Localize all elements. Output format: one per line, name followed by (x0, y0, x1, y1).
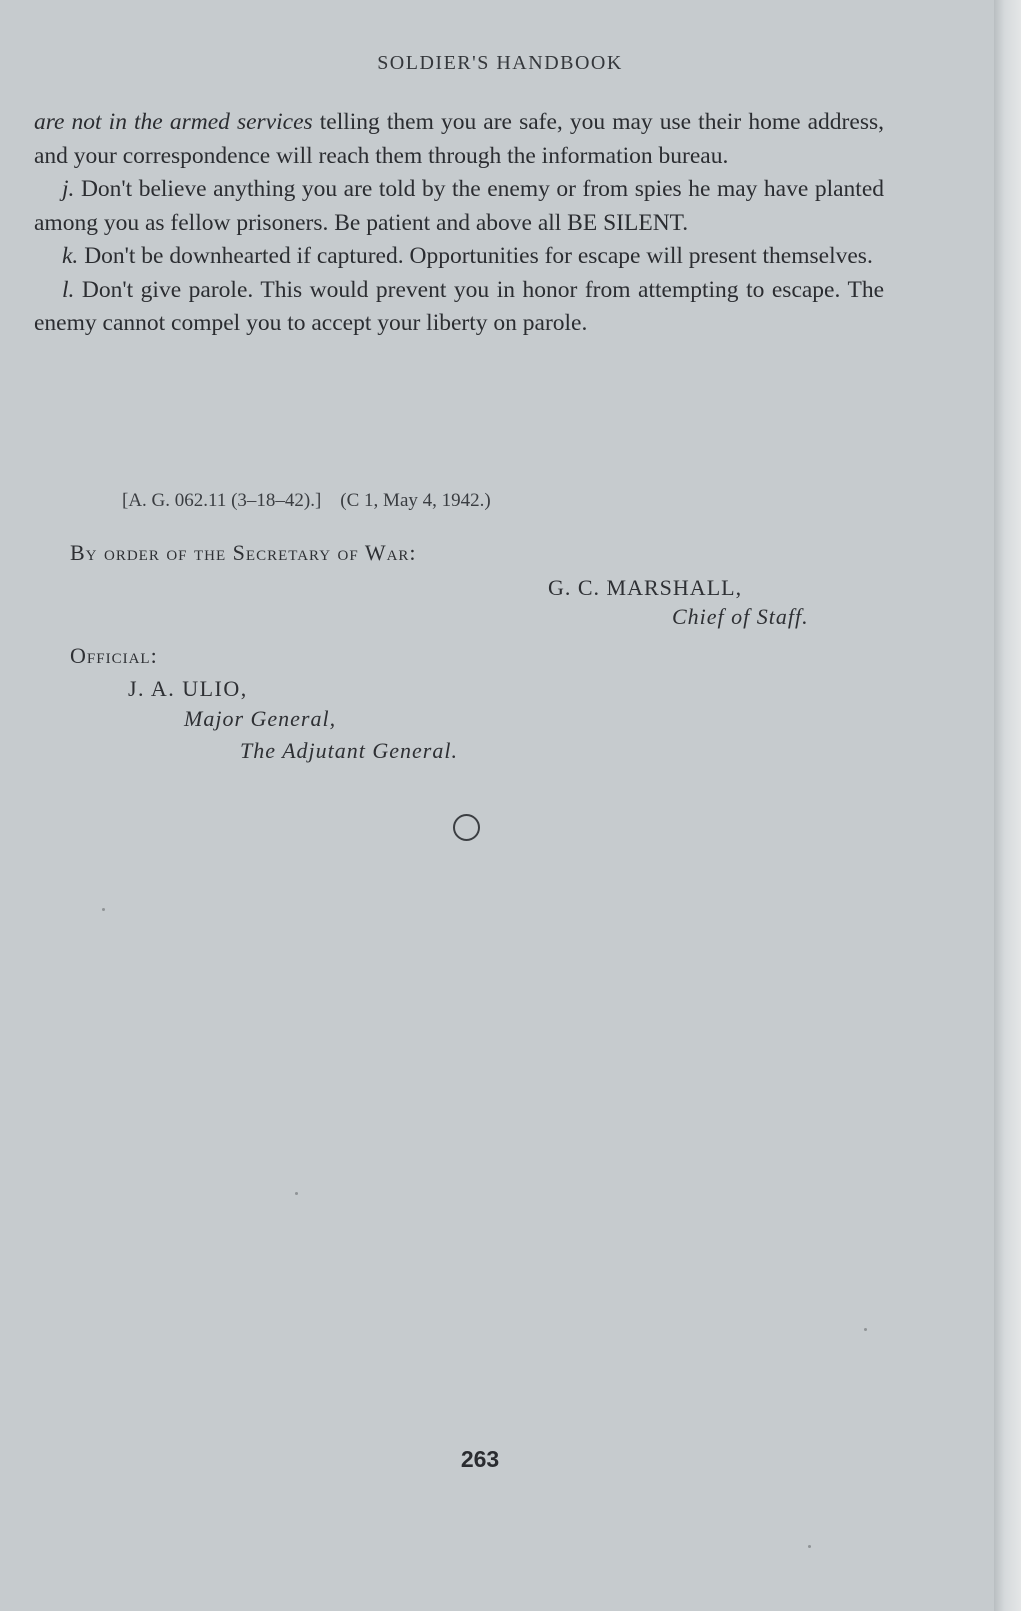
paragraph-j (34, 173, 884, 240)
official-title: The Adjutant General. (240, 738, 458, 763)
official-label: Official: (70, 643, 158, 668)
paragraph-text: Don't give parole. This would prevent you in honor from attempting to escape. The enemy cannot compel you to accept your liberty on parole. (34, 276, 884, 336)
paper-speck (295, 1192, 298, 1195)
item-letter: j. (62, 176, 75, 202)
paragraph-k (34, 240, 884, 274)
running-head: SOLDIER'S HANDBOOK (377, 52, 623, 74)
page-number: 263 (460, 1446, 500, 1472)
item-letter: l. (62, 276, 75, 303)
page-edge (994, 0, 1021, 1611)
paragraph-text: telling them you are safe, you may use their home address, and your correspondence will reach them through the information bureau. (34, 109, 884, 169)
signer-title: Chief of Staff. (672, 604, 809, 629)
paper-speck (808, 1545, 811, 1548)
paper-speck (102, 908, 105, 911)
paper-speck (864, 1328, 867, 1331)
order-line: By order of the Secretary of War: (70, 540, 417, 565)
circle-mark (453, 814, 480, 841)
paragraph-continuation (34, 106, 884, 173)
citation-change: (C 1, May 4, 1942.) (340, 490, 491, 511)
citation-ref: [A. G. 062.11 (3–18–42).] (122, 490, 322, 511)
body-text (34, 106, 884, 341)
paragraph-l (34, 274, 884, 341)
paragraph-text: Don't be downhearted if captured. Opportunities for escape will present themselves. (78, 243, 873, 269)
official-rank: Major General, (184, 706, 337, 731)
paragraph-text: Don't believe anything you are told by the enemy or from spies he may have planted among you as fellow prisoners. Be patient and above all BE SILENT. (34, 176, 884, 236)
citation (122, 490, 491, 512)
item-letter: k. (62, 243, 79, 269)
official-name: J. A. ULIO, (128, 676, 248, 701)
italic-lead: are not in the armed services (34, 109, 313, 135)
signer-name: G. C. MARSHALL, (548, 575, 743, 600)
